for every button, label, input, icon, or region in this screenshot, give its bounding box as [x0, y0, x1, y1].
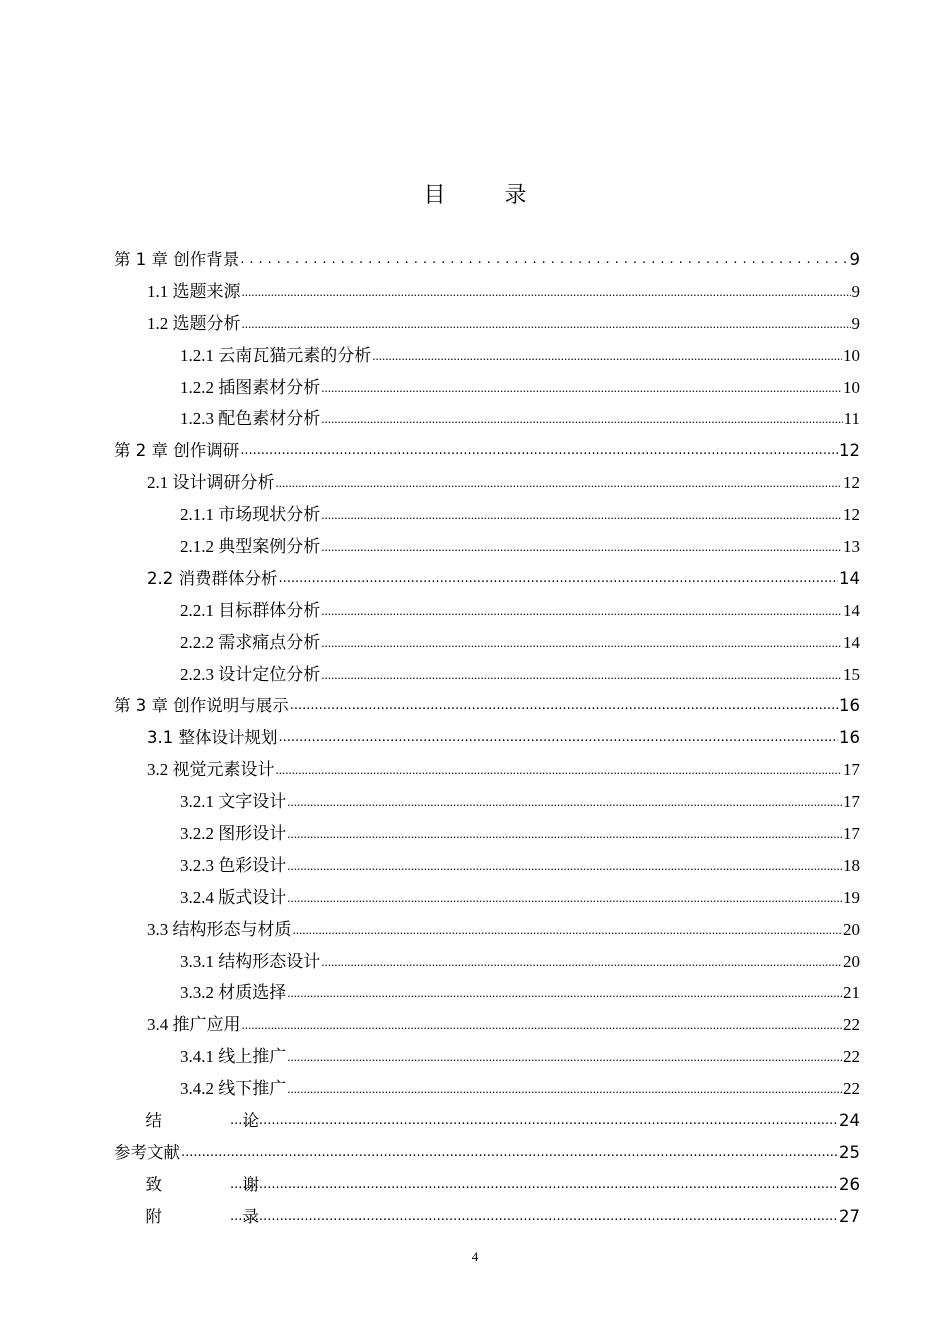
toc-leader-dots	[287, 1047, 842, 1067]
toc-entry-chapter-3[interactable]	[114, 690, 860, 722]
toc-entry-2-2-2[interactable]	[114, 627, 860, 659]
toc-entry-label: 3.4.1 线上推广	[180, 1047, 287, 1067]
toc-entry-3-3-1[interactable]	[114, 946, 860, 978]
toc-entry-page: 14	[839, 568, 860, 588]
toc-entry-label: 1.2.1 云南瓦猫元素的分析	[180, 345, 372, 365]
toc-entry-label: 3.2.1 文字设计	[180, 792, 287, 812]
toc-leader-dots	[372, 346, 842, 366]
toc-entry-label: 2.1.2 典型案例分析	[180, 536, 321, 556]
toc-entry-page: 20	[843, 951, 860, 971]
toc-leader-dots	[181, 1143, 838, 1163]
toc-entry-label: 2.1.1 市场现状分析	[180, 505, 321, 525]
toc-entry-label-char: 谢	[242, 1174, 259, 1194]
toc-leader-dots	[287, 824, 842, 844]
toc-entry-label: 3.2 视觉元素设计	[147, 760, 275, 780]
toc-entry-label: 2.2 消费群体分析	[147, 568, 278, 588]
toc-entry-page: 24	[839, 1110, 860, 1130]
toc-leader-dots	[321, 505, 842, 525]
toc-leader-dots	[287, 1079, 842, 1099]
toc-entry-1-2[interactable]	[114, 308, 860, 340]
toc-entry-page: 11	[843, 409, 860, 429]
toc-entry-appendix[interactable]	[114, 1201, 860, 1233]
toc-leader-dots	[287, 856, 842, 876]
toc-entry-2-1-1[interactable]	[114, 499, 860, 531]
toc-entry-page: 17	[843, 823, 860, 843]
toc-entry-2-2-3[interactable]	[114, 659, 860, 691]
toc-entry-2-1-2[interactable]	[114, 531, 860, 563]
toc-entry-page: 10	[843, 345, 860, 365]
toc-leader-dots	[276, 473, 843, 493]
toc-entry-page: 16	[839, 696, 860, 716]
toc-entry-label-char: 致	[145, 1174, 162, 1194]
toc-leader-dots	[321, 537, 842, 557]
toc-entry-page: 21	[843, 983, 860, 1003]
toc-leader-dots	[321, 378, 842, 398]
toc-entry-3-2-4[interactable]	[114, 882, 860, 914]
toc-entry-page: 22	[843, 1015, 860, 1035]
toc-entry-label: 2.1 设计调研分析	[147, 473, 275, 493]
toc-entry-label	[114, 1187, 259, 1247]
toc-entry-1-1[interactable]	[114, 276, 860, 308]
toc-entry-label: 3.2.3 色彩设计	[180, 855, 287, 875]
toc-leader-dots	[240, 441, 838, 461]
toc-entry-page: 12	[839, 441, 860, 461]
toc-leader-dots	[321, 409, 842, 429]
toc-entry-2-2-1[interactable]	[114, 595, 860, 627]
toc-leader-dots	[321, 665, 842, 685]
toc-entry-3-2[interactable]	[114, 754, 860, 786]
toc-entry-page: 27	[839, 1206, 860, 1226]
toc-leader-dots	[287, 888, 842, 908]
toc-entry-3-3-2[interactable]	[114, 977, 860, 1009]
toc-entry-page: 12	[843, 505, 860, 525]
toc-entry-page: 17	[843, 792, 860, 812]
toc-entry-3-2-3[interactable]	[114, 850, 860, 882]
toc-entry-page: 13	[843, 536, 860, 556]
toc-entry-label-char: 附	[145, 1206, 162, 1226]
toc-entry-label: 3.4 推广应用	[147, 1015, 241, 1035]
toc-entry-label: 1.1 选题来源	[147, 281, 241, 301]
toc-entry-label: 1.2.3 配色素材分析	[180, 409, 321, 429]
toc-entry-2-2[interactable]	[114, 563, 860, 595]
toc-entry-label: 1.2.2 插图素材分析	[180, 377, 321, 397]
toc-leader-dots	[279, 728, 839, 748]
toc-entry-page: 25	[839, 1142, 860, 1162]
toc-entry-3-2-1[interactable]	[114, 786, 860, 818]
toc-entry-label: 第 2 章 创作调研	[114, 441, 240, 461]
toc-entry-label: 1.2 选题分析	[147, 313, 241, 333]
toc-entry-label-char: 结	[145, 1111, 162, 1130]
toc-entry-page: 9	[851, 281, 860, 301]
toc-leader-dots	[287, 792, 842, 812]
toc-entry-3-2-2[interactable]	[114, 818, 860, 850]
toc-leader-dots	[242, 314, 851, 334]
toc-leader-dots	[293, 920, 843, 940]
toc-entry-2-1[interactable]	[114, 467, 860, 499]
toc-leader-dots	[230, 1207, 838, 1227]
toc-entry-page: 22	[843, 1047, 860, 1067]
toc-entry-chapter-2[interactable]	[114, 435, 860, 467]
toc-entry-page: 19	[843, 887, 860, 907]
toc-entry-page: 16	[839, 728, 860, 748]
toc-entry-3-3[interactable]	[114, 914, 860, 946]
toc-leader-dots	[321, 601, 842, 621]
toc-leader-dots	[230, 1111, 838, 1131]
toc-entry-1-2-3[interactable]	[114, 403, 860, 435]
toc-entry-page: 18	[843, 855, 860, 875]
toc-entry-label: 3.3.2 材质选择	[180, 983, 287, 1003]
toc-entry-label: 2.2.1 目标群体分析	[180, 600, 321, 620]
toc-entry-label-char: 论	[242, 1111, 259, 1130]
toc-leader-dots	[290, 696, 838, 716]
toc-entry-page: 26	[839, 1174, 860, 1194]
toc-entry-label: 第 1 章 创作背景	[114, 249, 240, 269]
toc-entry-page: 20	[843, 919, 860, 939]
toc-entry-label-char: 录	[242, 1206, 259, 1226]
toc-entry-label: 第 3 章 创作说明与展示	[114, 696, 289, 716]
toc-entry-1-2-2[interactable]	[114, 372, 860, 404]
toc-entry-page: 14	[843, 632, 860, 652]
footer-page-number: 4	[471, 1249, 479, 1264]
toc-entry-label: 3.2.4 版式设计	[180, 887, 287, 907]
toc-entry-label: 2.2.3 设计定位分析	[180, 664, 321, 684]
table-of-contents	[114, 244, 860, 1233]
toc-entry-page: 9	[851, 313, 860, 333]
toc-leader-dots	[242, 282, 851, 302]
toc-entry-page: 22	[843, 1079, 860, 1099]
toc-entry-label: 参考文献	[114, 1142, 180, 1162]
toc-entry-label: 3.2.2 图形设计	[180, 823, 287, 843]
toc-leader-dots	[279, 569, 839, 589]
page-title: 目 录	[423, 183, 553, 208]
toc-leader-dots	[230, 1175, 838, 1195]
toc-entry-3-4[interactable]	[114, 1009, 860, 1041]
toc-entry-conclusion[interactable]	[114, 1105, 860, 1137]
toc-entry-label: 3.4.2 线下推广	[180, 1079, 287, 1099]
toc-entry-label: 3.1 整体设计规划	[147, 728, 278, 748]
toc-entry-page: 12	[843, 473, 860, 493]
toc-leader-dots	[276, 760, 843, 780]
toc-entry-page: 17	[843, 760, 860, 780]
toc-leader-dots	[321, 633, 842, 653]
toc-entry-page: 15	[843, 664, 860, 684]
toc-entry-label: 3.3.1 结构形态设计	[180, 951, 321, 971]
toc-entry-chapter-1[interactable]	[114, 244, 860, 276]
toc-leader-dots	[242, 1015, 843, 1035]
toc-leader-dots	[240, 250, 848, 270]
toc-entry-page: 9	[849, 249, 860, 269]
toc-entry-page: 10	[843, 377, 860, 397]
toc-leader-dots	[287, 983, 842, 1003]
toc-entry-page: 14	[843, 600, 860, 620]
toc-entry-label: 3.3 结构形态与材质	[147, 919, 292, 939]
toc-entry-3-4-1[interactable]	[114, 1041, 860, 1073]
toc-entry-3-1[interactable]	[114, 722, 860, 754]
toc-entry-label: 2.2.2 需求痛点分析	[180, 632, 321, 652]
toc-entry-1-2-1[interactable]	[114, 340, 860, 372]
toc-leader-dots	[321, 952, 842, 972]
